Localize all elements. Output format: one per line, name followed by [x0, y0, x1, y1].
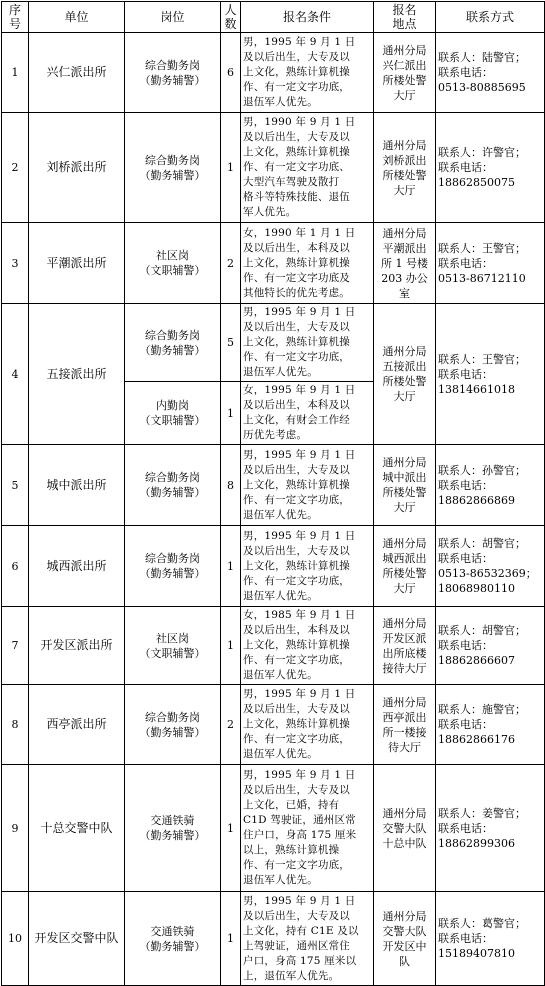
cell-unit: 刘桥派出所: [29, 113, 125, 223]
text-line: （勤务辅警）: [139, 567, 206, 580]
table-row: [2, 765, 545, 892]
text-line: （勤务辅警）: [139, 343, 206, 357]
header-unit: 单位: [29, 2, 125, 33]
text-line: 五接派出: [382, 360, 427, 373]
cell-conditions: [241, 382, 374, 445]
cell-seq: 3: [2, 223, 29, 304]
text-line: 队: [399, 954, 410, 968]
table-row: [2, 445, 545, 526]
cell-post: [125, 223, 221, 304]
text-line: 退伍军人优先。: [243, 589, 318, 602]
text-line: 上文化，熟练计算机操: [243, 336, 350, 348]
text-line: 作、有一定文字功底、: [243, 161, 350, 173]
text-line: 联系电话：: [438, 66, 493, 79]
text-line: 联系电话：: [438, 161, 493, 174]
text-line: 城中派出: [382, 471, 427, 484]
text-line: 交警大队: [382, 821, 427, 835]
cell-post: [125, 382, 221, 445]
text-line: 及以后出生，大专及以: [243, 463, 350, 476]
cell-conditions: [241, 685, 374, 765]
text-line: 所楼处警: [382, 168, 427, 182]
cell-location: [374, 526, 436, 607]
text-line: 综合勤务岗: [145, 153, 200, 167]
text-line: 退伍军人优先。: [243, 96, 318, 108]
text-line: 联系人：孙警官；: [438, 463, 526, 477]
cell-location: [374, 607, 436, 685]
cell-seq: 5: [2, 445, 29, 526]
cell-conditions: [241, 765, 374, 892]
text-line: 及以后出生，大专及以: [243, 909, 350, 922]
text-line: 通州分局: [382, 806, 427, 820]
cell-unit: 平潮派出所: [29, 223, 125, 304]
cell-seq: 10: [2, 892, 29, 986]
text-line: 男，1995 年 9 月 1 日: [243, 306, 356, 318]
cell-unit: 城西派出所: [29, 526, 125, 607]
header-conditions: 报名条件: [241, 2, 374, 33]
text-line: 18862850075: [438, 176, 515, 189]
table-row: [2, 526, 545, 607]
text-line: 203 办公: [381, 271, 428, 285]
text-line: 社区岗: [156, 631, 189, 645]
text-line: 综合勤务岗: [145, 710, 200, 724]
text-line: 联系人：姜警官；: [438, 806, 526, 820]
cell-contact: [436, 33, 545, 113]
text-line: 交通铁骑: [150, 814, 195, 827]
text-line: 18862866607: [438, 654, 515, 667]
text-line: 及以后出生，大专及以: [243, 784, 350, 796]
text-line: 通州分局: [382, 537, 427, 550]
text-line: 18068980110: [438, 582, 515, 595]
cell-unit: 五接派出所: [29, 304, 125, 445]
table-row: [2, 113, 545, 223]
text-line: 上文化，熟练计算机操: [243, 256, 350, 269]
text-line: （勤务辅警）: [139, 939, 206, 953]
cell-contact: [436, 765, 545, 892]
cell-unit: 西亭派出所: [29, 685, 125, 765]
header-count: 人 数: [221, 2, 241, 33]
text-line: 男，1995 年 9 月 1 日: [243, 688, 356, 700]
table-row: [2, 223, 545, 304]
cell-location: [374, 685, 436, 765]
text-line: 联系人：许警官；: [438, 146, 526, 159]
cell-post: [125, 445, 221, 526]
text-line: 大厅: [393, 390, 416, 403]
cell-post: [125, 113, 221, 223]
cell-location: [374, 113, 436, 223]
cell-post: [125, 33, 221, 113]
cell-conditions: [241, 33, 374, 113]
cell-count: 2: [221, 223, 241, 304]
cell-seq: 7: [2, 607, 29, 685]
cell-seq: 9: [2, 765, 29, 892]
text-line: 退伍军人优先。: [243, 366, 318, 378]
cell-seq: 2: [2, 113, 29, 223]
text-line: 及以后出生，大专及以: [243, 51, 350, 63]
text-line: 0513-80885695: [438, 81, 526, 94]
text-line: 女，1995 年 9 月 1 日: [243, 384, 356, 396]
cell-seq: 1: [2, 33, 29, 113]
text-line: 社区岗: [156, 249, 189, 262]
cell-seq: 6: [2, 526, 29, 607]
header-row: [2, 2, 545, 33]
text-line: 大厅: [393, 582, 416, 595]
text-line: 及以后出生，本科及以: [243, 399, 350, 411]
text-line: 作、有一定文字功底，: [243, 351, 350, 363]
text-line: 综合勤务岗: [145, 552, 200, 565]
table-row: [2, 607, 545, 685]
text-line: 作、有一定文字功底，: [243, 493, 350, 506]
text-line: 通州分局: [382, 909, 427, 923]
text-line: 通州分局: [382, 456, 427, 469]
cell-count: 1: [221, 113, 241, 223]
cell-post: [125, 765, 221, 892]
text-line: 联系电话：: [438, 639, 493, 652]
text-line: 联系电话：: [438, 478, 493, 492]
text-line: 男，1990 年 9 月 1 日: [243, 116, 356, 128]
cell-post: [125, 526, 221, 607]
text-line: 以上，熟练计算机操: [243, 844, 340, 856]
text-line: 所楼处警: [382, 486, 427, 499]
text-line: 及以后出生，大专及以: [243, 544, 350, 557]
text-line: 联系人：胡警官；: [438, 537, 526, 550]
text-line: 联系人：胡警官；: [438, 624, 526, 637]
cell-count: 1: [221, 382, 241, 445]
text-line: （勤务辅警）: [139, 73, 206, 87]
text-line: 出所底楼: [382, 646, 427, 660]
cell-location: [374, 445, 436, 526]
text-line: 上文化，熟练计算机操: [243, 478, 350, 491]
table-row: [2, 685, 545, 765]
cell-contact: [436, 223, 545, 304]
text-line: 男，1995 年 9 月 1 日: [243, 894, 356, 907]
text-line: 联系人：陆警官；: [438, 51, 526, 64]
text-line: 住户口，身高 175 厘米: [243, 829, 357, 841]
text-line: 综合勤务岗: [145, 328, 200, 342]
text-line: 十总中队: [382, 836, 427, 850]
text-line: 上文化，已婚，持有: [243, 799, 340, 811]
text-line: 作、有一定文字功底，: [243, 733, 350, 745]
text-line: 作、有一定文字功底，: [243, 654, 350, 666]
text-line: 男，1995 年 9 月 1 日: [243, 448, 356, 461]
text-line: 军人优先。: [243, 206, 297, 218]
text-line: 大型汽车驾驶及散打: [243, 176, 340, 188]
text-line: 刘桥派出: [382, 153, 427, 167]
text-line: 西亭派出: [382, 710, 427, 724]
table-body: [2, 33, 545, 986]
text-line: C1D 驾驶证，通州区常: [243, 814, 356, 826]
text-line: 开发区中: [382, 939, 427, 953]
cell-count: 1: [221, 526, 241, 607]
text-line: 男，1995 年 9 月 1 日: [243, 769, 356, 781]
cell-count: 6: [221, 33, 241, 113]
text-line: 所一楼接: [382, 725, 427, 739]
cell-unit: 十总交警中队: [29, 765, 125, 892]
cell-unit: 城中派出所: [29, 445, 125, 526]
cell-location: [374, 892, 436, 986]
text-line: 18862866176: [438, 733, 515, 746]
cell-conditions: [241, 892, 374, 986]
cell-seq: 4: [2, 304, 29, 445]
text-line: 其他特长的优先考虑。: [243, 286, 350, 299]
text-line: （文职辅警）: [139, 646, 206, 660]
text-line: 作、有一定文字功底，: [243, 81, 350, 93]
text-line: 综合勤务岗: [145, 58, 200, 72]
cell-location: [374, 223, 436, 304]
cell-post: [125, 607, 221, 685]
cell-count: 5: [221, 304, 241, 382]
text-line: 及以后出生，大专及以: [243, 703, 350, 715]
text-line: 格斗等特殊技能、退伍: [243, 191, 350, 203]
text-line: 联系电话：: [438, 367, 493, 381]
text-line: 所楼处警: [382, 73, 427, 87]
text-line: 所楼处警: [382, 567, 427, 580]
text-line: 所 1 号楼: [381, 256, 428, 270]
text-line: 作、有一定文字功底，: [243, 574, 350, 587]
text-line: 综合勤务岗: [145, 471, 200, 484]
text-line: （勤务辅警）: [139, 829, 206, 842]
text-line: 联系人：王警官；: [438, 241, 526, 255]
text-line: 上文化，熟练计算机操: [243, 559, 350, 572]
text-line: 交警大队: [382, 924, 427, 938]
text-line: 18862866869: [438, 493, 515, 507]
text-line: （勤务辅警）: [139, 168, 206, 182]
text-line: 上文化，熟练计算机操: [243, 146, 350, 158]
text-line: 女，1990 年 1 月 1 日: [243, 226, 356, 239]
text-line: 男，1995 年 9 月 1 日: [243, 529, 356, 542]
cell-location: [374, 304, 436, 445]
table-row: [2, 304, 545, 382]
cell-conditions: [241, 223, 374, 304]
cell-contact: [436, 892, 545, 986]
cell-count: 1: [221, 892, 241, 986]
text-line: 退伍军人优先。: [243, 508, 318, 521]
text-line: 联系电话：: [438, 552, 493, 565]
text-line: 退伍军人优先。: [243, 748, 318, 760]
cell-conditions: [241, 113, 374, 223]
text-line: 0513-86712110: [438, 271, 526, 285]
cell-count: 1: [221, 765, 241, 892]
text-line: 上文化，持有 C1E 及以: [243, 924, 359, 937]
cell-count: 1: [221, 607, 241, 685]
recruitment-table: [1, 1, 545, 986]
text-line: 及以后出生，本科及以: [243, 624, 350, 636]
cell-conditions: [241, 607, 374, 685]
text-line: 作、有一定文字功底，: [243, 859, 350, 871]
text-line: 上驾驶证，通州区常住: [243, 939, 350, 952]
text-line: 室: [399, 286, 410, 300]
text-line: 联系人：施警官；: [438, 703, 526, 716]
text-line: 上文化，有财会工作经: [243, 414, 350, 426]
text-line: 通州分局: [382, 345, 427, 358]
text-line: 大厅: [393, 501, 416, 514]
header-post: 岗位: [125, 2, 221, 33]
text-line: 户口，身高 175 厘米以: [243, 954, 357, 967]
text-line: 上文化，熟练计算机操: [243, 639, 350, 651]
text-line: 兴仁派出: [382, 58, 427, 72]
text-line: 上，退伍军人优先。: [243, 969, 340, 982]
cell-contact: [436, 304, 545, 445]
text-line: 大厅: [393, 183, 416, 197]
cell-unit: 开发区派出所: [29, 607, 125, 685]
text-line: 15189407810: [438, 947, 515, 960]
table-row: [2, 33, 545, 113]
cell-contact: [436, 445, 545, 526]
text-line: 通州分局: [382, 695, 427, 709]
text-line: 所楼处警: [382, 375, 427, 388]
text-line: 联系人：王警官；: [438, 352, 526, 366]
cell-contact: [436, 526, 545, 607]
cell-contact: [436, 607, 545, 685]
text-line: 上文化，熟练计算机操: [243, 66, 350, 78]
text-line: 开发区派: [382, 631, 427, 645]
text-line: （文职辅警）: [139, 264, 206, 277]
text-line: 退伍军人优先。: [243, 874, 318, 886]
text-line: （勤务辅警）: [139, 725, 206, 739]
cell-seq: 8: [2, 685, 29, 765]
text-line: 联系电话：: [438, 256, 493, 270]
text-line: 历优先考虑。: [243, 429, 308, 441]
cell-conditions: [241, 445, 374, 526]
cell-location: [374, 765, 436, 892]
text-line: 联系电话：: [438, 718, 493, 731]
text-line: 及以后出生，大专及以: [243, 321, 350, 333]
text-line: 及以后出生，本科及以: [243, 241, 350, 254]
text-line: 大厅: [393, 88, 416, 102]
text-line: （勤务辅警）: [139, 486, 206, 499]
text-line: （文职辅警）: [139, 414, 206, 427]
text-line: 通州分局: [382, 226, 427, 240]
cell-post: [125, 685, 221, 765]
header-seq: 序 号: [2, 2, 29, 33]
text-line: 0513-86532369；: [438, 567, 537, 580]
cell-post: [125, 892, 221, 986]
text-line: 男，1995 年 9 月 1 日: [243, 36, 356, 48]
cell-location: [374, 33, 436, 113]
table-row: [2, 892, 545, 986]
text-line: 城西派出: [382, 552, 427, 565]
text-line: 平潮派出: [382, 241, 427, 255]
cell-count: 8: [221, 445, 241, 526]
text-line: 联系电话：: [438, 821, 493, 835]
text-line: 13814661018: [438, 382, 515, 396]
text-line: 通州分局: [382, 138, 427, 152]
cell-unit: 兴仁派出所: [29, 33, 125, 113]
cell-post: [125, 304, 221, 382]
text-line: 及以后出生，大专及以: [243, 131, 350, 143]
cell-unit: 开发区交警中队: [29, 892, 125, 986]
text-line: 通州分局: [382, 616, 427, 630]
text-line: 待大厅: [388, 740, 421, 754]
text-line: 内勤岗: [156, 399, 189, 412]
text-line: 18862899306: [438, 836, 515, 850]
text-line: 交通铁骑: [150, 924, 195, 938]
cell-count: 2: [221, 685, 241, 765]
cell-conditions: [241, 304, 374, 382]
cell-conditions: [241, 526, 374, 607]
text-line: 联系电话：: [438, 932, 493, 945]
text-line: 接待大厅: [382, 661, 427, 675]
text-line: 女，1985 年 9 月 1 日: [243, 609, 356, 621]
text-line: 通州分局: [382, 43, 427, 57]
cell-contact: [436, 113, 545, 223]
header-location: 报名 地点: [374, 2, 436, 33]
text-line: 上文化，熟练计算机操: [243, 718, 350, 730]
text-line: 作、有一定文字功底及: [243, 271, 350, 284]
text-line: 联系人：葛警官；: [438, 917, 526, 930]
cell-contact: [436, 685, 545, 765]
header-contact: 联系方式: [436, 2, 545, 33]
text-line: 退伍军人优先。: [243, 669, 318, 681]
